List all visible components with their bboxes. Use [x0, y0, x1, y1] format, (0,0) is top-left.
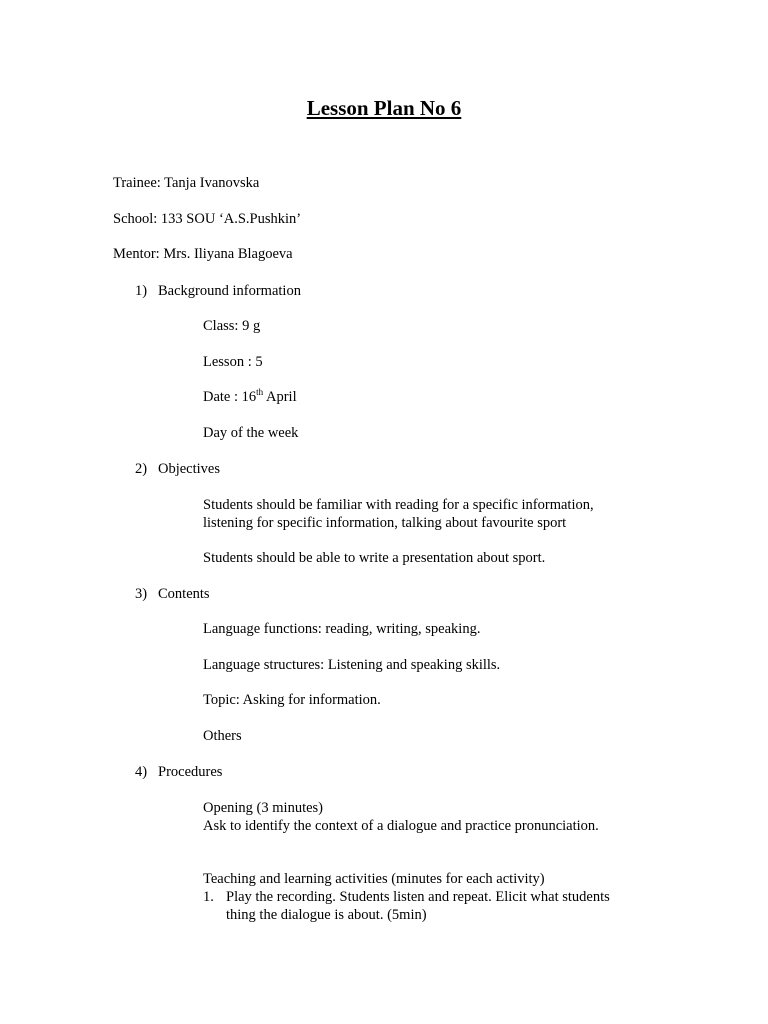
activities-heading: Teaching and learning activities (minutes for each activity) — [203, 871, 545, 887]
section-number-4: 4) — [135, 764, 148, 780]
date-suffix: April — [263, 389, 297, 405]
activity-number-1: 1. — [203, 889, 214, 905]
language-functions-line: Language functions: reading, writing, speaking. — [203, 621, 481, 637]
objective-line-1b: listening for specific information, talking about favourite sport — [203, 515, 567, 531]
section-number-2: 2) — [135, 461, 148, 477]
section-title-procedures: Procedures — [158, 764, 223, 780]
date-prefix: Date : 16 — [203, 389, 257, 405]
activity-1-line-b: thing the dialogue is about. (5min) — [226, 907, 427, 923]
section-number-1: 1) — [135, 283, 148, 299]
section-number-3: 3) — [135, 586, 148, 602]
section-title-contents: Contents — [158, 586, 210, 602]
section-title-objectives: Objectives — [158, 461, 221, 477]
topic-line: Topic: Asking for information. — [203, 692, 381, 708]
class-line: Class: 9 g — [203, 318, 261, 334]
lesson-line: Lesson : 5 — [203, 354, 263, 370]
opening-line: Opening (3 minutes) — [203, 800, 324, 816]
day-line: Day of the week — [203, 425, 299, 441]
trainee-line: Trainee: Tanja Ivanovska — [113, 175, 260, 191]
date-line — [203, 388, 297, 406]
document-title: Lesson Plan No 6 — [306, 96, 462, 120]
school-line: School: 133 SOU ‘A.S.Pushkin’ — [113, 211, 302, 227]
section-title-background: Background information — [158, 283, 301, 299]
language-structures-line: Language structures: Listening and speaking skills. — [203, 657, 501, 673]
mentor-line: Mentor: Mrs. Iliyana Blagoeva — [113, 246, 293, 262]
opening-description: Ask to identify the context of a dialogue and practice pronunciation. — [203, 818, 599, 834]
objective-line-1a: Students should be familiar with reading for a specific information, — [203, 497, 594, 513]
date-superscript: th — [256, 387, 264, 398]
activity-1-line-a: Play the recording. Students listen and repeat. Elicit what students — [226, 889, 610, 905]
others-line: Others — [203, 728, 242, 744]
objective-line-2: Students should be able to write a presentation about sport. — [203, 550, 546, 566]
